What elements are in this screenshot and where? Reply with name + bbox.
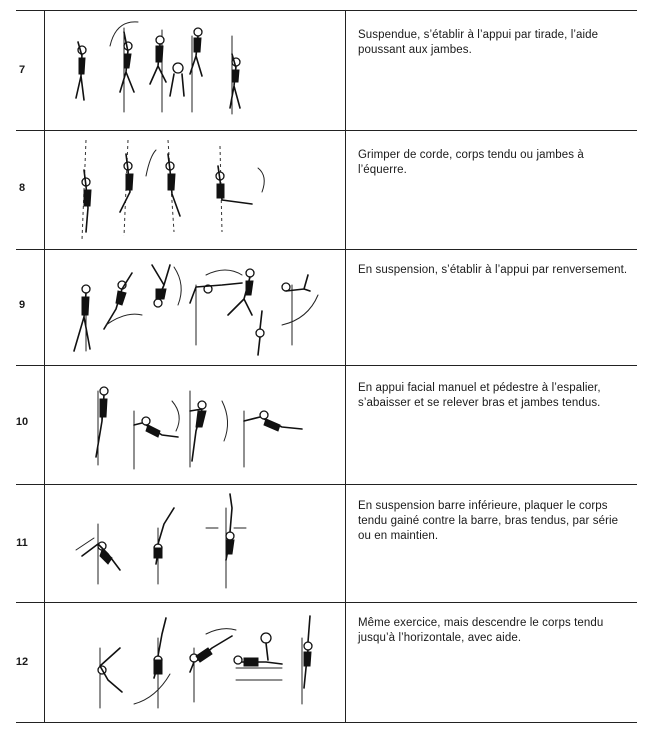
gymnast-figures-illustration <box>46 255 344 361</box>
exercise-illustration <box>46 371 344 479</box>
exercise-illustration <box>46 488 344 598</box>
exercise-illustration <box>46 136 344 244</box>
exercise-number: 12 <box>15 656 29 668</box>
table-row <box>0 602 654 722</box>
exercise-description: Même exercice, mais descendre le corps tendu jusqu’à l’horizontale, avec aide. <box>358 617 604 644</box>
exercise-number: 8 <box>18 182 26 194</box>
exercise-description: Suspendue, s’établir à l’appui par tirade, l’aide poussant aux jambes. <box>358 29 599 56</box>
table-row <box>0 249 654 365</box>
exercise-description: En suspension barre inférieure, plaquer le corps tendu gainé contre la barre, bras tendus, par série ou en maintien. <box>358 500 619 542</box>
exercise-illustration <box>46 16 344 124</box>
gymnast-figures-illustration <box>46 136 344 244</box>
table-row <box>0 484 654 602</box>
gymnast-figures-illustration <box>46 608 344 716</box>
table-row <box>0 130 654 249</box>
table-row <box>0 365 654 484</box>
exercise-number: 10 <box>15 416 29 428</box>
gymnast-figures-illustration <box>46 371 344 479</box>
gymnast-figures-illustration <box>46 488 344 598</box>
exercise-number: 9 <box>18 299 26 311</box>
exercise-description: Grimper de corde, corps tendu ou jambes à l’équerre. <box>358 149 584 176</box>
exercise-description: En suspension, s’établir à l’appui par renversement. <box>358 264 628 276</box>
table-row <box>0 10 654 130</box>
exercise-illustration <box>46 255 344 361</box>
exercise-description: En appui facial manuel et pédestre à l’espalier, s’abaisser et se relever bras et jambes tendus. <box>358 382 601 409</box>
table-border-bottom <box>16 722 637 723</box>
gymnast-figures-illustration <box>46 16 344 124</box>
exercise-number: 7 <box>18 64 26 76</box>
exercise-illustration <box>46 608 344 716</box>
exercise-number: 11 <box>16 537 28 549</box>
